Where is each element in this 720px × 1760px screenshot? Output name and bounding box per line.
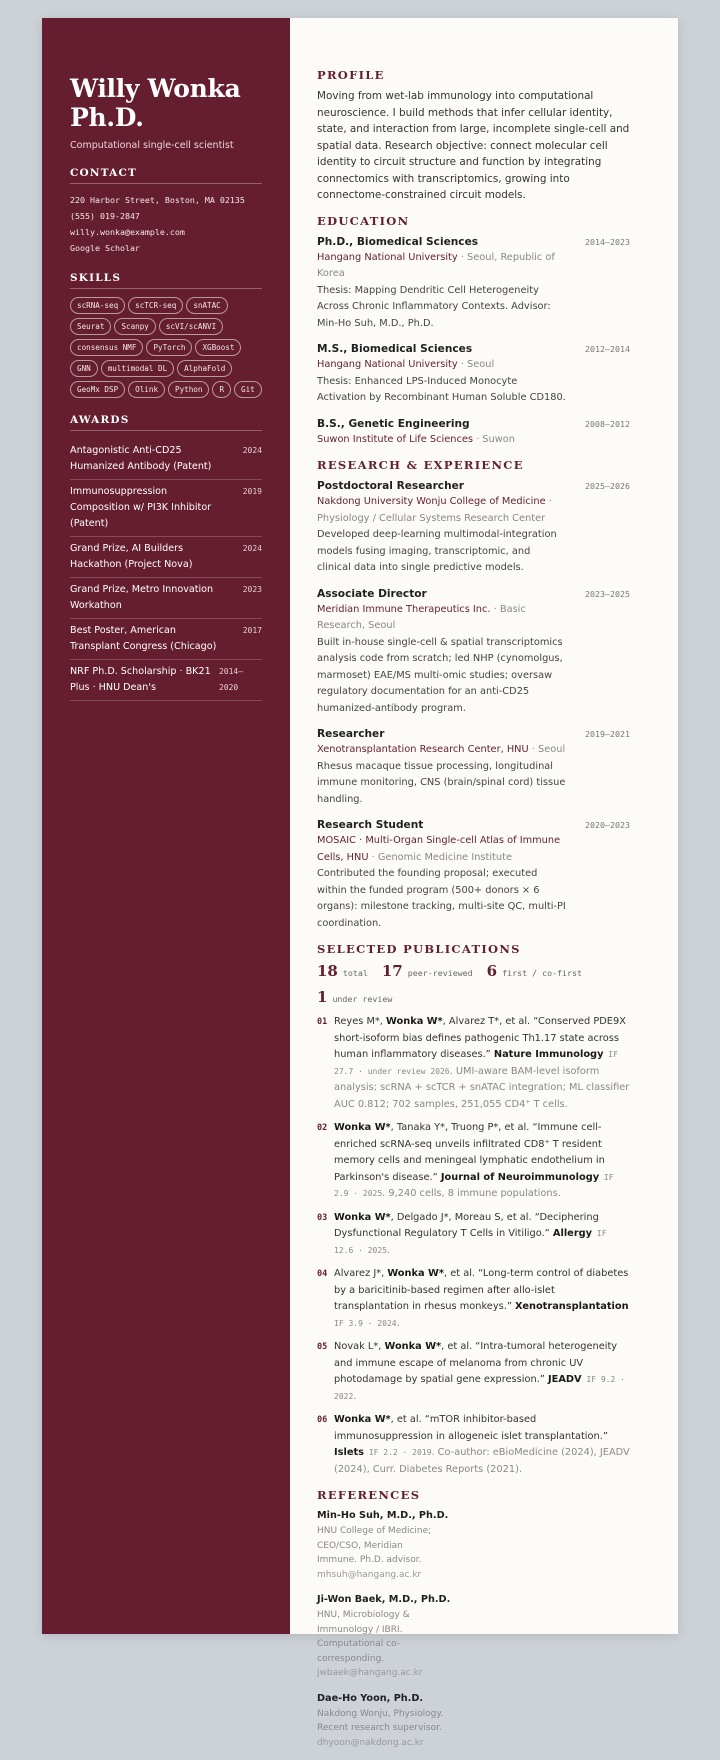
- entry-title: Postdoctoral Researcher: [317, 480, 465, 492]
- award-title: Immunosuppression Composition w/ PI3K Inhibitor (Patent): [70, 486, 212, 529]
- page-title: Willy Wonka Ph.D.: [70, 74, 241, 132]
- reference-email-link[interactable]: jwbaek@hangang.ac.kr: [317, 1668, 423, 1678]
- reference-name: Ji-Won Baek, M.D., Ph.D.: [317, 1594, 451, 1605]
- stat-label: first / co-first: [502, 968, 583, 978]
- entry-desc: Thesis: Enhanced LPS-Induced Monocyte Activation by Recombinant Human Soluble CD180.: [317, 375, 566, 403]
- experience-item: [317, 817, 630, 932]
- profile-heading: PROFILE: [317, 68, 385, 82]
- award-year: 2024: [242, 446, 262, 455]
- reference-name: Dae-Ho Yoon, Ph.D.: [317, 1692, 424, 1704]
- resume-page: [42, 18, 678, 1748]
- skill-chip: R: [212, 381, 231, 398]
- pub-meta: IF 12.6 · 2025: [334, 1229, 607, 1255]
- entry-title: B.S., Genetic Engineering: [317, 417, 470, 430]
- award-title: Grand Prize, AI Builders Hackathon (Project Nova): [70, 543, 193, 570]
- award-year: 2019: [242, 487, 262, 496]
- main-content: [290, 18, 678, 1748]
- entry-years: 2025–2026: [585, 481, 630, 491]
- skill-chip: scRNA-seq: [70, 297, 125, 314]
- entry-org: Nakdong University Wonju College of Medicine: [317, 496, 546, 507]
- references-heading: REFERENCES: [317, 1488, 421, 1502]
- stat-label: under review: [332, 994, 393, 1004]
- pub-author-me: Wonka W*: [334, 1122, 391, 1133]
- reference-item: [317, 1508, 478, 1582]
- awards-heading: AWARDS: [70, 414, 262, 431]
- entry-years: 2014–2023: [585, 236, 630, 247]
- pub-citation: , Delgado J*, Moreau S, et al. “Deciphering Dysfunctional Regulatory T Cells in Vitiligo.”: [334, 1211, 599, 1239]
- entry-years: 2008–2012: [585, 418, 630, 429]
- pub-meta: IF 2.9 · 2025: [334, 1172, 614, 1198]
- award-title: Best Poster, American Transplant Congress (Chicago): [70, 625, 217, 652]
- pub-note: .: [386, 1244, 391, 1256]
- award-year: 2023: [242, 585, 262, 594]
- publication-item: [317, 1120, 630, 1203]
- profile-text: Moving from wet-lab immunology into computational neuroscience. I build methods that infer cellular identity, state, and interaction from large, incomplete single-cell and spatial data. Research objective: connect molecular cell identity to circuit structure and function by integrating connectomics with transcriptomics, growing into connectome-constrained circuit models.: [317, 90, 630, 201]
- entry-org: Hangang National University: [317, 251, 458, 263]
- award-item: [70, 439, 262, 480]
- entry-location: · Seoul, Republic of Korea: [317, 251, 555, 279]
- skill-chip: PyTorch: [146, 339, 192, 356]
- skill-chip: Olink: [128, 381, 165, 398]
- contact-heading: CONTACT: [70, 167, 262, 184]
- pub-author-me: Wonka W*: [384, 1341, 442, 1352]
- pub-authors-pre: Alvarez J*,: [334, 1268, 388, 1279]
- entry-org: Xenotransplantation Research Center, HNU: [317, 744, 529, 755]
- skill-chip: scVI/scANVI: [159, 318, 223, 335]
- pub-journal: Journal of Neuroimmunology: [440, 1171, 600, 1183]
- reference-role: HNU College of Medicine; CEO/CSO, Meridian Immune. Ph.D. advisor.: [317, 1526, 432, 1565]
- stat-first-author: [487, 962, 582, 980]
- skill-chip: XGBoost: [195, 339, 241, 356]
- entry-location: · Genomic Medicine Institute: [368, 851, 513, 863]
- skill-chip: AlphaFold: [177, 360, 232, 377]
- experience-item: [317, 478, 630, 577]
- entry-location: · Suwon: [472, 433, 515, 445]
- pub-number: 06: [317, 1415, 328, 1425]
- stat-total: [317, 962, 368, 980]
- stat-label: peer-reviewed: [407, 968, 473, 978]
- entry-desc: Built in-house single-cell & spatial transcriptomics analysis code from scratch; led NHP (cynomolgus, marmoset) EAE/MS multi-omic studies; oversaw regulatory documentation for an anti-CD25 humanized-antibody program.: [317, 636, 563, 714]
- entry-org: Hangang National University: [317, 359, 458, 370]
- awards-list: [70, 439, 262, 701]
- skill-chip: GeoMx DSP: [70, 381, 125, 398]
- pub-number: 02: [317, 1123, 328, 1133]
- education-item: [317, 341, 630, 407]
- entry-years: 2020–2023: [585, 820, 630, 830]
- pub-note: .: [353, 1390, 357, 1402]
- publication-item: [317, 1412, 630, 1478]
- reference-role: HNU, Microbiology & Immunology / IBRI. Computational co-corresponding.: [317, 1610, 410, 1664]
- entry-years: 2019–2021: [585, 729, 630, 739]
- entry-title: Research Student: [317, 819, 424, 831]
- pub-meta: IF 9.2 · 2022: [334, 1375, 625, 1401]
- education-item: [317, 234, 630, 333]
- pub-citation: , et al. “Long-term control of diabetes by a baricitinib-based regimen after allo-islet transplantation in rhesus monkeys.”: [334, 1268, 629, 1312]
- stat-under-review: [317, 988, 392, 1006]
- publication-item: [317, 1266, 630, 1332]
- pub-citation: , et al. “mTOR inhibitor-based immunosuppression in allogeneic islet transplantation.”: [334, 1414, 608, 1442]
- pub-journal: JEADV: [548, 1374, 582, 1385]
- skill-chip: scTCR-seq: [128, 297, 183, 314]
- entry-title: Associate Director: [317, 587, 427, 600]
- pub-meta: IF 3.9 · 2024: [334, 1318, 397, 1328]
- skill-chip: GNN: [70, 360, 98, 377]
- pub-authors-pre: Novak L*,: [334, 1341, 385, 1352]
- entry-title: M.S., Biomedical Sciences: [317, 343, 473, 355]
- skill-chip: Scanpy: [114, 318, 155, 335]
- skill-chip: multimodal DL: [101, 360, 174, 377]
- award-item: [70, 578, 262, 619]
- pub-journal: Nature Immunology: [493, 1049, 604, 1060]
- contact-address: 220 Harbor Street, Boston, MA 02135: [70, 195, 245, 205]
- pub-meta: IF 27.7 · under review 2026: [334, 1050, 618, 1076]
- pub-author-me: Wonka W*: [387, 1268, 444, 1279]
- award-year: 2024: [242, 544, 262, 553]
- pub-number: 01: [317, 1017, 328, 1027]
- pub-author-me: Wonka W*: [334, 1414, 391, 1425]
- stat-number: 17: [381, 962, 403, 980]
- pub-citation: , et al. “Intra-tumoral heterogeneity and immune escape of melanoma from chronic UV photodamage by spatial gene expression.”: [334, 1341, 618, 1385]
- entry-location: · Physiology / Cellular Systems Research Center: [317, 496, 552, 524]
- entry-desc: Rhesus macaque tissue processing, longitudinal immune monitoring, CNS (brain/spinal cord) tissue handling.: [317, 760, 566, 805]
- pub-note: . Co-author: eBioMedicine (2024), JEADV (2024), Curr. Diabetes Reports (2021).: [334, 1447, 630, 1475]
- google-scholar-link[interactable]: Google Scholar: [70, 243, 140, 253]
- publication-item: [317, 1339, 630, 1405]
- education-heading: EDUCATION: [317, 213, 410, 228]
- education-item: [317, 416, 630, 449]
- sidebar: [42, 18, 290, 1634]
- entry-desc: Developed deep-learning multimodal-integration models fusing imaging, transcriptomic, and clinical data into single predictive models.: [317, 529, 557, 573]
- entry-years: 2023–2025: [585, 588, 630, 599]
- publication-item: [317, 1014, 630, 1113]
- entry-location: · Seoul: [457, 359, 495, 370]
- award-year: 2014–2020: [218, 667, 244, 692]
- skill-chip: Seurat: [70, 318, 111, 335]
- entry-title: Researcher: [317, 728, 385, 740]
- reference-role: Nakdong Wonju, Physiology. Recent research supervisor.: [317, 1708, 444, 1733]
- entry-years: 2012–2014: [585, 344, 630, 354]
- skill-chip: consensus NMF: [70, 339, 143, 356]
- pub-number: 05: [317, 1342, 328, 1352]
- pub-authors-pre: Reyes M*,: [334, 1016, 387, 1027]
- stat-label: total: [342, 968, 368, 978]
- skills-list: [70, 297, 262, 398]
- entry-title: Ph.D., Biomedical Sciences: [317, 235, 479, 248]
- pub-journal: Allergy: [552, 1228, 593, 1239]
- contact-phone: (555) 019-2847: [70, 211, 140, 221]
- publication-item: [317, 1210, 630, 1260]
- pub-citation: , Tanaka Y*, Truong P*, et al. “Immune cell-enriched scRNA-seq unveils infiltrated CD8⁺ T resident memory cells and meningeal lymphatic endothelium in Parkinson's disease.”: [334, 1122, 605, 1183]
- entry-desc: Thesis: Mapping Dendritic Cell Heterogeneity Across Chronic Inflammatory Contexts. Advisor: Min-Ho Suh, M.D., Ph.D.: [317, 284, 551, 329]
- award-item: [70, 480, 262, 537]
- reference-name: Min-Ho Suh, M.D., Ph.D.: [317, 1510, 449, 1521]
- experience-item: [317, 586, 630, 718]
- tagline: Computational single-cell scientist: [70, 140, 234, 151]
- publications-heading: SELECTED PUBLICATIONS: [317, 942, 521, 956]
- stat-number: 6: [486, 962, 498, 980]
- publication-stats: [317, 962, 617, 1014]
- pub-journal: Islets: [334, 1447, 364, 1458]
- experience-heading: RESEARCH & EXPERIENCE: [317, 458, 524, 472]
- entry-desc: Contributed the founding proposal; executed within the funded program (500+ donors × 6 organs): milestone tracking, multi-site QC, multi-PI coordination.: [317, 868, 566, 929]
- experience-item: [317, 726, 630, 808]
- reference-item: [317, 1691, 478, 1751]
- entry-location: · Seoul: [528, 744, 566, 755]
- contact-list: [70, 192, 262, 256]
- skill-chip: snATAC: [186, 297, 227, 314]
- award-item: [70, 660, 262, 701]
- award-item: [70, 537, 262, 578]
- award-title: NRF Ph.D. Scholarship · BK21 Plus · HNU Dean's: [70, 666, 211, 693]
- stat-number: 1: [317, 988, 328, 1006]
- pub-note: .: [396, 1317, 400, 1329]
- references-list: [317, 1508, 630, 1760]
- pub-note: . UMI-aware BAM-level isoform analysis; scRNA + scTCR + snATAC integration; ML classifier AUC 0.812; 702 samples, 251,055 CD4⁺ T cells.: [334, 1065, 630, 1110]
- award-title: Antagonistic Anti-CD25 Humanized Antibody (Patent): [70, 445, 212, 472]
- pub-citation: , Alvarez T*, et al. “Conserved PDE9X short-isoform bias defines pathogenic Th1.17 state across human inflammatory diseases.”: [334, 1016, 626, 1060]
- reference-item: [317, 1592, 478, 1681]
- pub-author-me: Wonka W*: [386, 1016, 443, 1027]
- reference-email-link[interactable]: mhsuh@hangang.ac.kr: [317, 1569, 422, 1580]
- entry-org: Suwon Institute of Life Sciences: [317, 433, 473, 445]
- pub-meta: IF 2.2 · 2019: [364, 1448, 432, 1457]
- pub-note: . 9,240 cells, 8 immune populations.: [382, 1188, 561, 1199]
- stat-peer-reviewed: [382, 962, 473, 980]
- pub-number: 04: [317, 1269, 328, 1279]
- entry-org: Meridian Immune Therapeutics Inc.: [317, 603, 491, 615]
- award-year: 2017: [242, 626, 262, 635]
- pub-number: 03: [317, 1212, 328, 1223]
- pub-journal: Xenotransplantation: [515, 1301, 629, 1312]
- stat-number: 18: [317, 962, 338, 980]
- entry-org: MOSAIC · Multi-Organ Single-cell Atlas of Immune Cells, HNU: [317, 835, 561, 863]
- contact-email-link[interactable]: willy.wonka@example.com: [70, 227, 185, 237]
- skill-chip: Git: [234, 381, 262, 398]
- award-title: Grand Prize, Metro Innovation Workathon: [70, 584, 214, 611]
- pub-author-me: Wonka W*: [334, 1211, 391, 1223]
- reference-email-link[interactable]: dhyoon@nakdong.ac.kr: [317, 1737, 424, 1748]
- entry-location: · Basic Research, Seoul: [317, 603, 526, 631]
- award-item: [70, 619, 262, 660]
- skill-chip: Python: [168, 381, 209, 398]
- skills-heading: SKILLS: [70, 272, 262, 289]
